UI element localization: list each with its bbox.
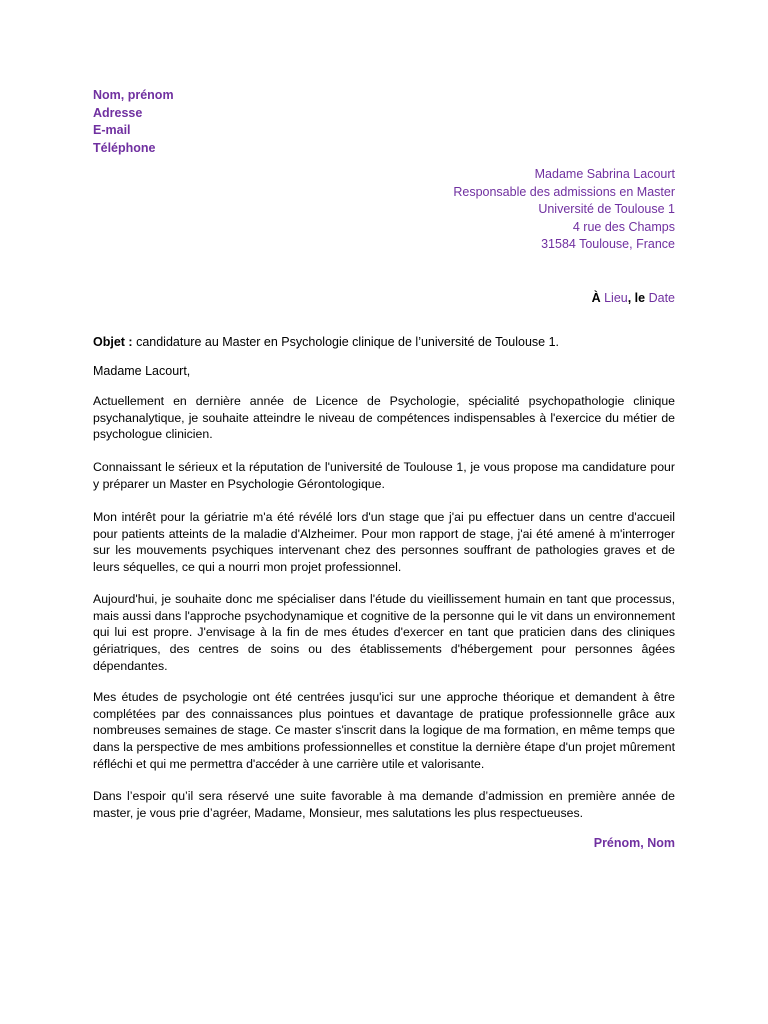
sender-email: E-mail bbox=[93, 123, 131, 138]
sender-address: Adresse bbox=[93, 105, 143, 120]
subject-label: Objet : bbox=[93, 335, 133, 349]
subject-line bbox=[93, 334, 559, 351]
date-separator: , le bbox=[627, 291, 646, 305]
signature: Prénom, Nom bbox=[593, 836, 675, 850]
recipient-city: 31584 Toulouse, France bbox=[541, 237, 675, 251]
recipient-block bbox=[453, 166, 675, 254]
body-paragraph: Actuellement en dernière année de Licence de Psychologie, spécialité psychopathologie clinique psychanalytique, je souhaite atteindre le niveau de compétences indispensables à l'exercice du métier de psychologue clinicien. bbox=[93, 394, 675, 442]
recipient-role: Responsable des admissions en Master bbox=[453, 184, 675, 199]
body-paragraph: Mes études de psychologie ont été centrées jusqu'ici sur une approche théorique et demandent à être complétées par des connaissances plus pointues et davantage de pratique professionnelle grâce aux nombreuses semaines de stage. Ce master s'inscrit dans la logique de ma formation, en même temps que dans la perspective de mes ambitions professionnelles et constitue la dernière étape d'un projet mûrement réfléchi et qui me permettra d'accéder à une carrière utile et valorisante. bbox=[93, 690, 675, 771]
body-paragraph: Connaissant le sérieux et la réputation de l'université de Toulouse 1, je vous propose ma candidature pour y préparer un Master en Psychologie Gérontologique. bbox=[93, 460, 675, 491]
sender-block bbox=[93, 87, 174, 157]
date-place: Lieu bbox=[604, 291, 628, 305]
sender-phone: Téléphone bbox=[93, 140, 156, 155]
body-paragraph: Mon intérêt pour la gériatrie m'a été révélé lors d'un stage que j'ai pu effectuer dans un centre d'accueil pour patients atteints de la maladie d'Alzheimer. Pour mon rapport de stage, j'ai été amené à m'interroger sur les mouvements psychiques intervenant chez des personnes souffrant de pathologies graves et de leurs séquelles, ce qui a nourri mon projet professionnel. bbox=[93, 510, 675, 575]
recipient-street: 4 rue des Champs bbox=[572, 219, 675, 234]
body-paragraph: Aujourd'hui, je souhaite donc me spécialiser dans l'étude du vieillissement humain en tant que processus, mais aussi dans l'approche psychodynamique et cognitive de la personne qui le vit dans un environnement qui lui est propre. J'envisage à la fin de mes études d'exercer en tant que praticien dans des cliniques gériatriques, des centres de soins ou des établissements d'hébergement pour personnes âgées dépendantes. bbox=[93, 592, 675, 673]
recipient-name: Madame Sabrina Lacourt bbox=[534, 167, 675, 181]
subject-text: candidature au Master en Psychologie clinique de l’université de Toulouse 1. bbox=[136, 335, 560, 349]
recipient-institution: Université de Toulouse 1 bbox=[538, 202, 675, 216]
salutation: Madame Lacourt, bbox=[93, 364, 191, 378]
sender-name: Nom, prénom bbox=[93, 88, 174, 102]
date-value: Date bbox=[648, 291, 675, 305]
date-line bbox=[592, 290, 675, 307]
date-prefix: À bbox=[591, 291, 601, 305]
closing-paragraph: Dans l’espoir qu’il sera réservé une suite favorable à ma demande d’admission en première année de master, je vous prie d’agréer, Madame, Monsieur, mes salutations les plus respectueuses. bbox=[93, 789, 675, 820]
